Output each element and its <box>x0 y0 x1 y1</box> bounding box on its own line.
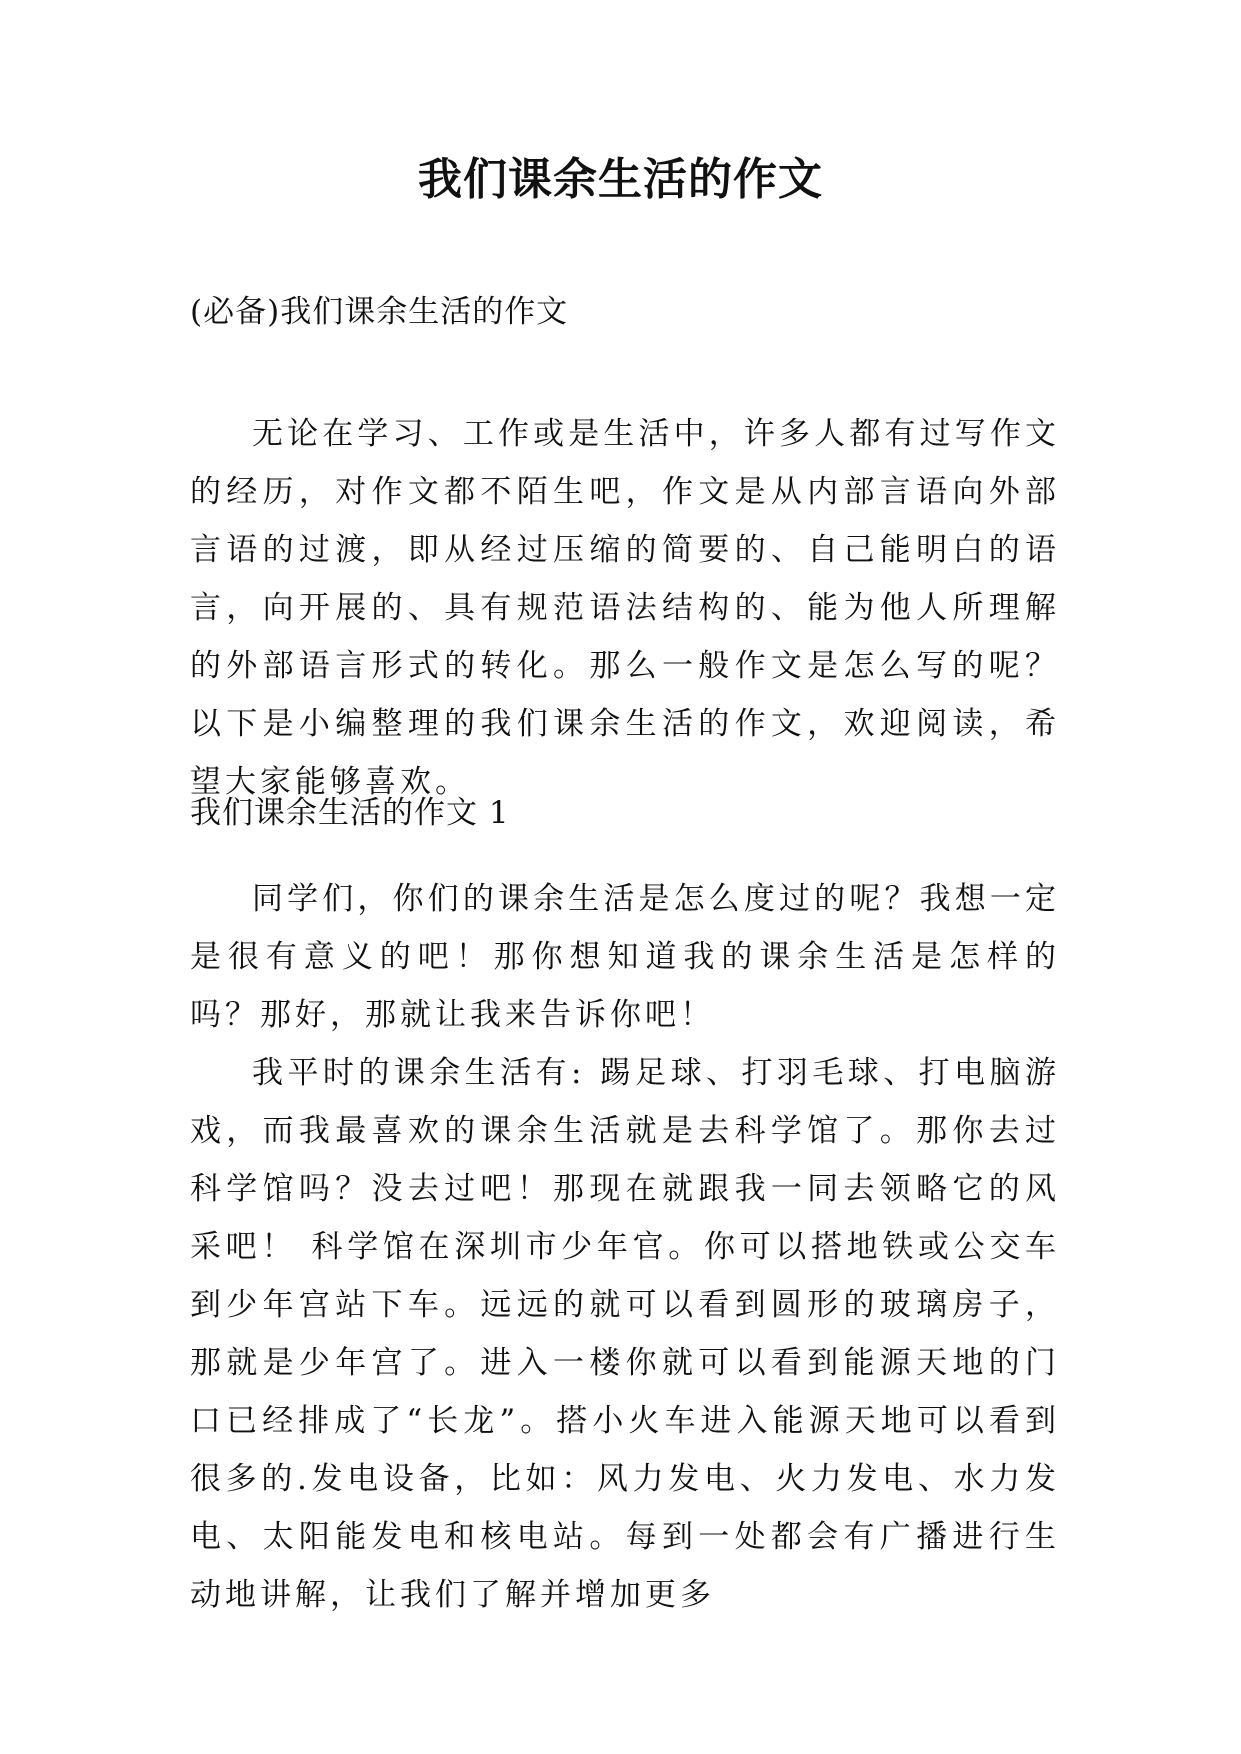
section-paragraph-2: 我平时的课余生活有: 踢足球、打羽毛球、打电脑游戏，而我最喜欢的课余生活就是去科学馆了。那你去过科学馆吗？没去过吧！那现在就跟我一同去领略它的风采吧！ 科学馆在深圳市少年官。你可以搭地铁或公交车到少年宫站下车。远远的就可以看到圆形的玻璃房子，那就是少年宫了。进入一楼你就可以看到能源天地的门口已经排成了“长龙”。搭小火车进入能源天地可以看到很多的.发电设备，比如：风力发电、火力发电、水力发电、太阳能发电和核电站。每到一处都会有广播进行生动地讲解，让我们了解并增加更多 <box>190 1055 1060 1613</box>
section-heading: 我们课余生活的作文 1 <box>190 795 510 831</box>
section-paragraph-1: 同学们，你们的课余生活是怎么度过的呢？我想一定是很有意义的吧！那你想知道我的课余生活是怎样的吗？那好，那就让我来告诉你吧！ <box>190 881 1060 1033</box>
section-body <box>190 870 1060 1624</box>
document-title: 我们课余生活的作文 <box>418 154 823 205</box>
document-subtitle: (必备)我们课余生活的作文 <box>190 294 569 330</box>
intro-section <box>190 405 1060 811</box>
intro-paragraph: 无论在学习、工作或是生活中，许多人都有过写作文的经历，对作文都不陌生吧，作文是从内部言语向外部言语的过渡，即从经过压缩的简要的、自己能明白的语言，向开展的、具有规范语法结构的、能为他人所理解的外部语言形式的转化。那么一般作文是怎么写的呢？以下是小编整理的我们课余生活的作文，欢迎阅读，希望大家能够喜欢。 <box>190 416 1060 800</box>
